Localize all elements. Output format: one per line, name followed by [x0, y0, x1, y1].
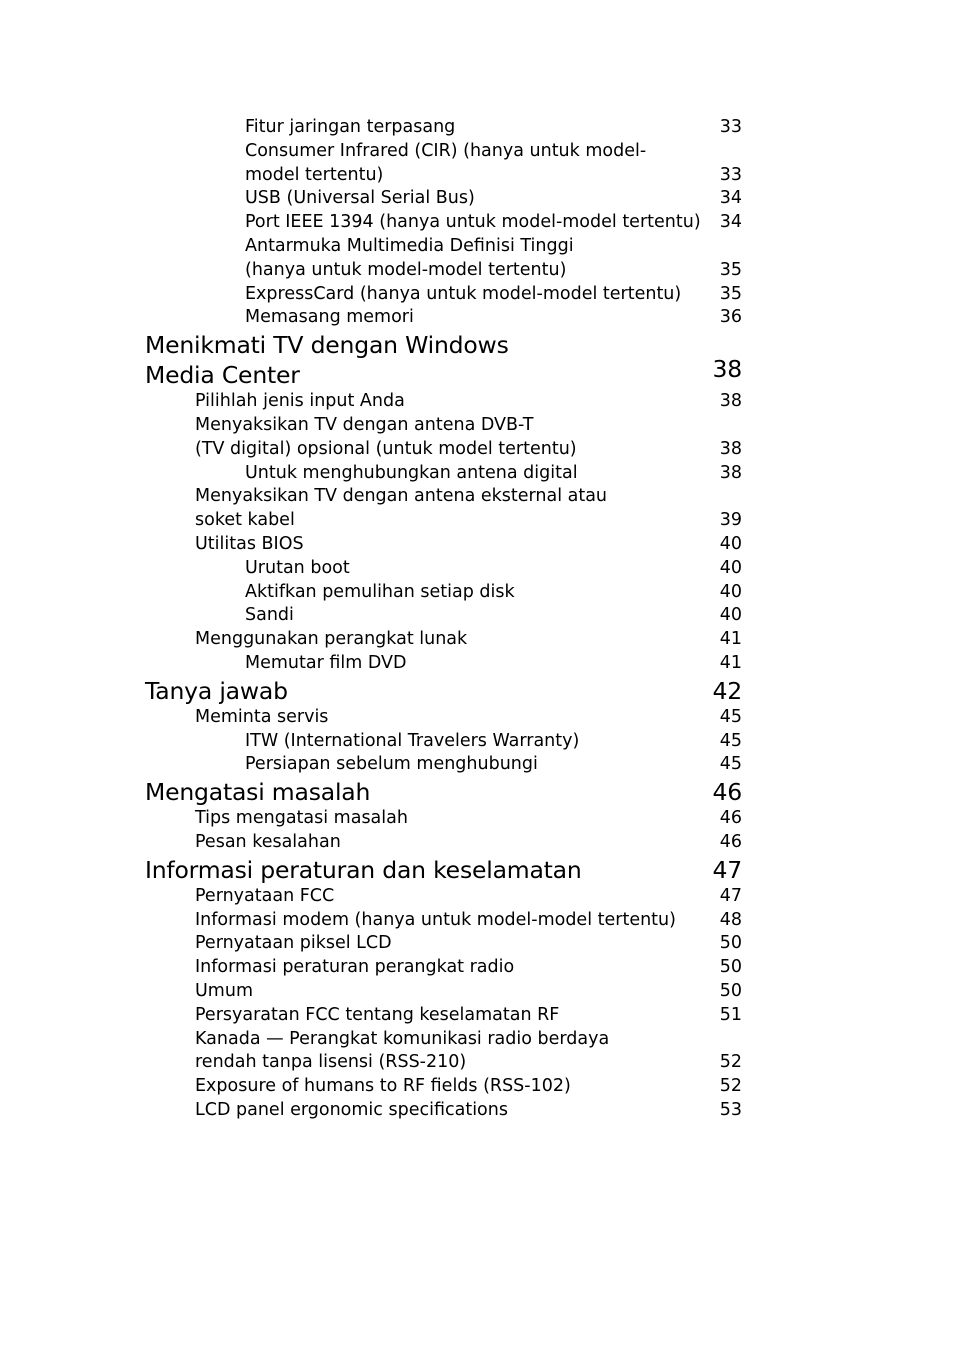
toc-entry-title-line: USB (Universal Serial Bus): [245, 188, 475, 209]
toc-entry-page-number: 34: [719, 188, 742, 209]
toc-entry-page-number: 34: [719, 212, 742, 233]
toc-entry-title-line: Pernyataan FCC: [195, 885, 335, 906]
toc-entry-title: [245, 604, 294, 628]
toc-entry-page-number: 40: [719, 605, 742, 626]
toc-entry-title-line: Sandi: [245, 605, 294, 626]
toc-entry-title-line: Kanada — Perangkat komunikasi radio berdaya: [195, 1028, 610, 1049]
toc-section-entry[interactable]: [0, 652, 954, 676]
toc-entry-page-number: 46: [712, 778, 742, 807]
toc-entry-title: [245, 235, 574, 283]
toc-entry-title-line: Mengatasi masalah: [145, 778, 371, 807]
toc-entry-title-line: Port IEEE 1394 (hanya untuk model-model tertentu): [245, 212, 701, 233]
toc-entry-title-line: Pilihlah jenis input Anda: [195, 391, 405, 412]
toc-entry-title-line: Tips mengatasi masalah: [195, 808, 408, 829]
table-of-contents: [0, 116, 954, 1123]
toc-entry-title: [245, 306, 414, 330]
toc-entry-title: [245, 730, 579, 754]
toc-entry-page-number: 38: [719, 438, 742, 459]
toc-entry-title: [195, 485, 607, 533]
toc-entry-title: [195, 909, 676, 933]
toc-entry-title: [245, 211, 701, 235]
toc-entry-title: [195, 1028, 609, 1076]
toc-entry-title: [145, 676, 288, 706]
toc-entry-title-line: Media Center: [145, 361, 300, 390]
toc-chapter-entry[interactable]: [0, 330, 954, 390]
toc-entry-title-line: Meminta servis: [195, 706, 329, 727]
toc-section-entry[interactable]: [0, 628, 954, 652]
toc-entry-page-number: 38: [719, 462, 742, 483]
toc-section-entry[interactable]: [0, 211, 954, 235]
toc-entry-title-line: soket kabel: [195, 510, 295, 531]
toc-entry-title: [245, 140, 646, 188]
toc-entry-title: [195, 533, 304, 557]
toc-entry-page-number: 47: [712, 855, 742, 884]
toc-entry-page-number: 50: [719, 933, 742, 954]
toc-entry-page-number: 33: [719, 117, 742, 137]
toc-entry-title-line: Informasi modem (hanya untuk model-model tertentu): [195, 909, 676, 930]
toc-entry-title-line: Untuk menghubungkan antena digital: [245, 462, 578, 483]
toc-entry-title: [195, 956, 514, 980]
toc-entry-page-number: 35: [719, 283, 742, 304]
toc-entry-title: [195, 885, 334, 909]
toc-entry-title-line: Exposure of humans to RF fields (RSS-102): [195, 1076, 571, 1097]
toc-entry-title: [145, 330, 509, 390]
toc-entry-title-line: Aktifkan pemulihan setiap disk: [245, 581, 515, 602]
toc-entry-page-number: 42: [712, 676, 742, 705]
toc-entry-page-number: 45: [719, 706, 742, 727]
toc-entry-page-number: 39: [719, 510, 742, 531]
toc-entry-page-number: 40: [719, 581, 742, 602]
toc-entry-title-line: Informasi peraturan perangkat radio: [195, 957, 515, 978]
toc-entry-page-number: 40: [719, 557, 742, 578]
toc-entry-title-line: Utilitas BIOS: [195, 533, 304, 554]
toc-entry-page-number: 36: [719, 307, 742, 328]
toc-entry-title: [245, 283, 681, 307]
toc-section-entry[interactable]: [0, 604, 954, 628]
toc-section-entry[interactable]: [0, 390, 954, 414]
toc-entry-title-line: Pesan kesalahan: [195, 831, 341, 852]
toc-entry-title-line: Memutar film DVD: [245, 652, 407, 673]
toc-section-entry[interactable]: [0, 557, 954, 581]
toc-entry-title: [245, 581, 515, 605]
toc-section-entry[interactable]: [0, 187, 954, 211]
toc-entry-page-number: 48: [719, 909, 742, 930]
toc-section-entry[interactable]: [0, 753, 954, 777]
toc-entry-title-line: ITW (International Travelers Warranty): [245, 730, 580, 751]
toc-entry-title: [145, 777, 370, 807]
toc-entry-title-line: Menikmati TV dengan Windows: [145, 331, 509, 360]
toc-entry-title: [145, 855, 582, 885]
toc-section-entry[interactable]: [0, 581, 954, 605]
toc-entry-page-number: 41: [719, 652, 742, 673]
toc-section-entry[interactable]: [0, 932, 954, 956]
toc-section-entry[interactable]: [0, 462, 954, 486]
toc-entry-title-line: Umum: [195, 980, 253, 1001]
toc-entry-title: [245, 116, 455, 140]
toc-entry-title: [195, 1099, 508, 1123]
toc-entry-title-line: Consumer Infrared (CIR) (hanya untuk model-: [245, 140, 647, 161]
toc-entry-title-line: Persiapan sebelum menghubungi: [245, 754, 538, 775]
toc-entry-page-number: 52: [719, 1052, 742, 1073]
toc-entry-title-line: Informasi peraturan dan keselamatan: [145, 855, 582, 884]
toc-section-entry[interactable]: [0, 1099, 954, 1123]
toc-entry-page-number: 53: [719, 1099, 742, 1120]
toc-section-entry[interactable]: [0, 730, 954, 754]
toc-chapter-entry[interactable]: [0, 777, 954, 807]
toc-section-entry[interactable]: [0, 140, 954, 188]
toc-section-entry[interactable]: [0, 533, 954, 557]
toc-entry-title-line: Fitur jaringan terpasang: [245, 117, 456, 137]
toc-entry-title: [245, 652, 406, 676]
toc-entry-page-number: 45: [719, 730, 742, 751]
toc-entry-title: [195, 1075, 571, 1099]
toc-entry-title-line: Antarmuka Multimedia Definisi Tinggi: [245, 235, 574, 256]
toc-entry-title-line: Menyaksikan TV dengan antena eksternal atau: [195, 486, 608, 507]
toc-chapter-entry[interactable]: [0, 855, 954, 885]
toc-section-entry[interactable]: [0, 235, 954, 283]
toc-section-entry[interactable]: [0, 1004, 954, 1028]
toc-entry-title-line: Pernyataan piksel LCD: [195, 933, 392, 954]
toc-section-entry[interactable]: [0, 485, 954, 533]
toc-section-entry[interactable]: [0, 306, 954, 330]
toc-entry-title: [195, 807, 408, 831]
toc-entry-title-line: (hanya untuk model-model tertentu): [245, 259, 567, 280]
toc-entry-title: [245, 187, 475, 211]
toc-entry-title-line: Urutan boot: [245, 557, 350, 578]
toc-entry-title-line: model tertentu): [245, 164, 384, 185]
toc-entry-title-line: ExpressCard (hanya untuk model-model tertentu): [245, 283, 682, 304]
toc-entry-title: [195, 628, 467, 652]
toc-section-entry[interactable]: [0, 831, 954, 855]
toc-entry-page-number: 51: [719, 1004, 742, 1025]
toc-entry-page-number: 50: [719, 980, 742, 1001]
toc-entry-title: [245, 753, 538, 777]
toc-entry-page-number: 38: [719, 391, 742, 412]
toc-entry-title-line: Memasang memori: [245, 307, 414, 328]
toc-entry-title-line: LCD panel ergonomic specifications: [195, 1099, 508, 1120]
toc-entry-page-number: 40: [719, 533, 742, 554]
toc-entry-title: [195, 932, 392, 956]
toc-entry-title: [195, 414, 577, 462]
toc-section-entry[interactable]: [0, 414, 954, 462]
toc-section-entry[interactable]: [0, 956, 954, 980]
toc-section-entry[interactable]: [0, 283, 954, 307]
toc-entry-title-line: Persyaratan FCC tentang keselamatan RF: [195, 1004, 560, 1025]
toc-entry-title: [195, 706, 328, 730]
toc-entry-page-number: 46: [719, 808, 742, 829]
toc-entry-title-line: rendah tanpa lisensi (RSS-210): [195, 1052, 467, 1073]
toc-entry-page-number: 35: [719, 259, 742, 280]
toc-entry-title-line: (TV digital) opsional (untuk model tertentu): [195, 438, 577, 459]
toc-section-entry[interactable]: [0, 116, 954, 140]
toc-section-entry[interactable]: [0, 706, 954, 730]
toc-section-entry[interactable]: [0, 807, 954, 831]
toc-entry-page-number: 47: [719, 885, 742, 906]
toc-chapter-entry[interactable]: [0, 676, 954, 706]
toc-section-entry[interactable]: [0, 1075, 954, 1099]
toc-entry-page-number: 50: [719, 957, 742, 978]
toc-entry-page-number: 45: [719, 754, 742, 775]
toc-section-entry[interactable]: [0, 909, 954, 933]
toc-entry-title-line: Tanya jawab: [145, 676, 288, 705]
toc-entry-page-number: 52: [719, 1076, 742, 1097]
toc-entry-title: [195, 390, 405, 414]
toc-entry-title: [195, 980, 253, 1004]
toc-entry-title: [245, 462, 578, 486]
toc-entry-title: [195, 1004, 559, 1028]
toc-entry-page-number: 41: [719, 629, 742, 650]
toc-entry-page-number: 33: [719, 164, 742, 185]
toc-section-entry[interactable]: [0, 1028, 954, 1076]
toc-entry-page-number: 46: [719, 831, 742, 852]
toc-entry-title-line: Menggunakan perangkat lunak: [195, 629, 468, 650]
toc-entry-page-number: 38: [712, 354, 742, 383]
toc-entry-title: [245, 557, 350, 581]
toc-entry-title-line: Menyaksikan TV dengan antena DVB-T: [195, 414, 534, 435]
toc-entry-title: [195, 831, 341, 855]
toc-section-entry[interactable]: [0, 980, 954, 1004]
toc-section-entry[interactable]: [0, 885, 954, 909]
